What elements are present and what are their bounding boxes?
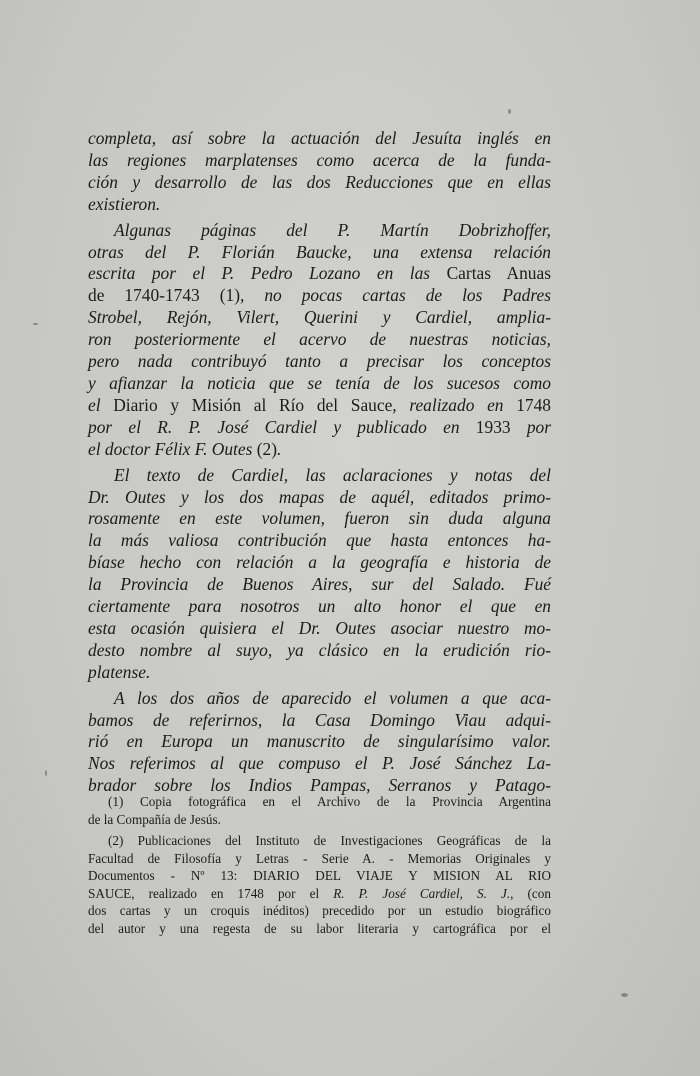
footnote-2 [88,832,551,937]
text-line: por el R. P. José Cardiel y publicado en 1933 por [88,416,551,437]
text-line: las regiones marplatenses como acerca de la funda- [88,149,551,170]
footnote-line: de la Compañía de Jesús. [88,811,221,827]
footnote-line: del autor y una regesta de su labor literaria y cartográfica por el [88,920,551,936]
text-line: ron posteriormente el acervo de nuestras noticias, [88,329,551,350]
text-line: Strobel, Rejón, Vilert, Querini y Cardiel, amplia- [88,307,551,328]
text-line: otras del P. Florián Baucke, una extensa relación [88,241,551,262]
text-line: bamos de referirnos, la Casa Domingo Viau adqui- [88,709,551,730]
text-line: completa, así sobre la actuación del Jesuíta inglés en [88,128,551,148]
footnotes [88,793,551,937]
footnote-line: SAUCE, realizado en 1748 por el R. P. José Cardiel, S. J., (con [88,885,551,901]
text-line: y afianzar la noticia que se tenía de los sucesos como [88,372,551,393]
text-line: brador sobre los Indios Pampas, Serranos y Patago- [88,775,551,796]
footnote-line: dos cartas y un croquis inéditos) precedido por un estudio biográfico [88,903,551,918]
footnote-line: Documentos - Nº 13: DIARIO DEL VIAJE Y MISION AL RIO [88,868,551,883]
text-line: pero nada contribuyó tanto a precisar los conceptos [88,351,551,372]
text-line: Dr. Outes y los dos mapas de aquél, editados primo- [88,486,551,507]
scan-speck [45,770,47,776]
text-line: desto nombre al suyo, ya clásico en la erudición rio- [88,639,551,660]
text-line: bíase hecho con relación a la geografía e historia de [88,552,551,573]
text-line: rosamente en este volumen, fueron sin duda alguna [88,508,551,529]
text-line: El texto de Cardiel, las aclaraciones y notas del [114,464,551,485]
text-line: escrita por el P. Pedro Lozano en las Cartas Anuas [88,263,551,284]
text-line: el doctor Félix F. Outes (2). [88,438,282,459]
text-line: Algunas páginas del P. Martín Dobrizhoffer, [114,219,551,240]
footnote-line: (2) Publicaciones del Instituto de Investigaciones Geográficas de la [108,833,551,848]
paragraph-1 [88,128,551,216]
text-line: la Provincia de Buenos Aires, sur del Salado. Fué [88,574,551,595]
footnote-line: Facultad de Filosofía y Letras - Serie A. - Memorias Originales y [88,850,551,866]
text-line: esta ocasión quisiera el Dr. Outes asociar nuestro mo- [88,617,551,638]
text-line: rió en Europa un manuscrito de singularísimo valor. [88,731,551,752]
text-line: existieron. [88,193,161,214]
text-line: de 1740-1743 (1), no pocas cartas de los Padres [88,285,551,306]
paragraph-2 [88,220,551,461]
paragraph-4 [88,688,551,798]
paragraph-3 [88,465,551,684]
footnote-1 [88,793,551,828]
text-line: A los dos años de aparecido el volumen a que aca- [114,687,551,708]
scan-speck [33,323,38,325]
text-line: ción y desarrollo de las dos Reducciones que en ellas [88,171,551,192]
scan-speck [621,993,628,997]
text-line: el Diario y Misión al Río del Sauce, realizado en 1748 [88,394,551,415]
text-line: la más valiosa contribución que hasta entonces ha- [88,530,551,551]
text-line: ciertamente para nosotros un alto honor el que en [88,596,551,617]
footnote-line: (1) Copia fotográfica en el Archivo de la Provincia Argentina [108,794,551,809]
main-text [88,128,551,797]
scan-speck [508,109,511,114]
text-line: platense. [88,661,151,682]
text-line: Nos referimos al que compuso el P. José Sánchez La- [88,753,551,774]
